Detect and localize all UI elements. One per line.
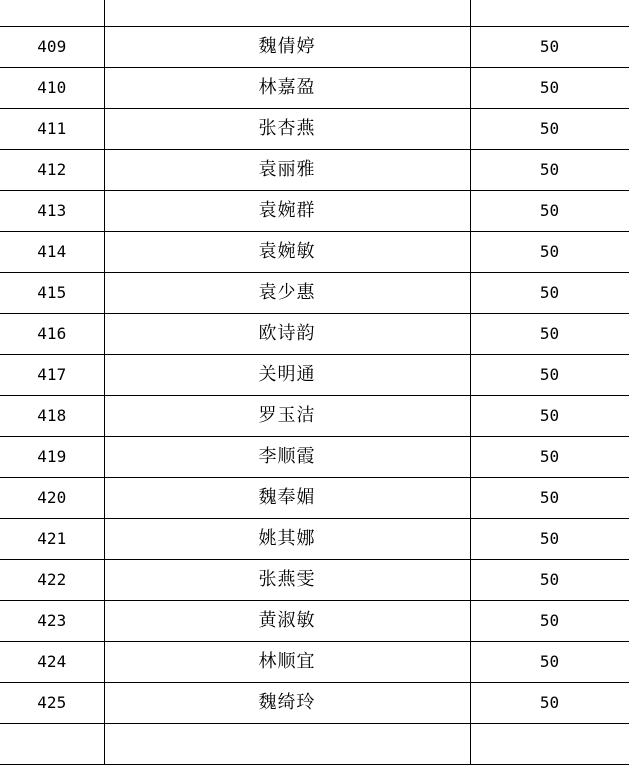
table-row (0, 0, 629, 27)
table-row (0, 601, 629, 642)
score-cell: 50 (470, 27, 629, 68)
table-row (0, 396, 629, 437)
row-number-cell: 418 (0, 396, 104, 437)
name-cell: 魏绮玲 (104, 683, 470, 724)
score-cell: 50 (470, 191, 629, 232)
table-row (0, 437, 629, 478)
score-cell: 50 (470, 109, 629, 150)
table-row (0, 355, 629, 396)
table-row (0, 724, 629, 765)
score-cell: 50 (470, 314, 629, 355)
row-number-cell: 412 (0, 150, 104, 191)
score-cell: 50 (470, 478, 629, 519)
score-cell: 50 (470, 68, 629, 109)
row-number-cell: 411 (0, 109, 104, 150)
row-number-cell: 420 (0, 478, 104, 519)
name-cell: 林顺宜 (104, 642, 470, 683)
table-row (0, 642, 629, 683)
row-number-cell: 417 (0, 355, 104, 396)
score-cell: 50 (470, 273, 629, 314)
row-number-cell: 423 (0, 601, 104, 642)
name-cell (104, 724, 470, 765)
row-number-cell: 415 (0, 273, 104, 314)
row-number-cell (0, 724, 104, 765)
name-cell: 魏奉媚 (104, 478, 470, 519)
name-cell: 罗玉洁 (104, 396, 470, 437)
table-row (0, 314, 629, 355)
table-row (0, 683, 629, 724)
row-number-cell: 419 (0, 437, 104, 478)
score-cell: 50 (470, 437, 629, 478)
table-row (0, 273, 629, 314)
row-number-cell: 421 (0, 519, 104, 560)
name-cell: 魏倩婷 (104, 27, 470, 68)
table-row (0, 560, 629, 601)
name-cell: 黄淑敏 (104, 601, 470, 642)
score-cell (470, 724, 629, 765)
name-cell: 欧诗韵 (104, 314, 470, 355)
score-cell: 50 (470, 560, 629, 601)
name-cell: 袁婉群 (104, 191, 470, 232)
row-number-cell (0, 0, 104, 27)
row-number-cell: 416 (0, 314, 104, 355)
table-row (0, 232, 629, 273)
name-cell: 张杏燕 (104, 109, 470, 150)
name-cell: 关明通 (104, 355, 470, 396)
row-number-cell: 410 (0, 68, 104, 109)
score-cell: 50 (470, 150, 629, 191)
row-number-cell: 414 (0, 232, 104, 273)
row-number-cell: 425 (0, 683, 104, 724)
score-cell: 50 (470, 519, 629, 560)
name-cell: 袁婉敏 (104, 232, 470, 273)
name-cell: 李顺霞 (104, 437, 470, 478)
score-cell (470, 0, 629, 27)
row-number-cell: 413 (0, 191, 104, 232)
table-row (0, 519, 629, 560)
name-cell: 袁丽雅 (104, 150, 470, 191)
score-cell: 50 (470, 642, 629, 683)
name-cell: 姚其娜 (104, 519, 470, 560)
row-number-cell: 409 (0, 27, 104, 68)
score-cell: 50 (470, 601, 629, 642)
name-cell: 张燕雯 (104, 560, 470, 601)
row-number-cell: 424 (0, 642, 104, 683)
table-row (0, 191, 629, 232)
score-cell: 50 (470, 683, 629, 724)
table-row (0, 150, 629, 191)
table-row (0, 27, 629, 68)
name-cell (104, 0, 470, 27)
score-cell: 50 (470, 355, 629, 396)
table-row (0, 68, 629, 109)
score-cell: 50 (470, 396, 629, 437)
score-cell: 50 (470, 232, 629, 273)
table-row (0, 478, 629, 519)
table-row (0, 109, 629, 150)
row-number-cell: 422 (0, 560, 104, 601)
name-cell: 林嘉盈 (104, 68, 470, 109)
name-cell: 袁少惠 (104, 273, 470, 314)
